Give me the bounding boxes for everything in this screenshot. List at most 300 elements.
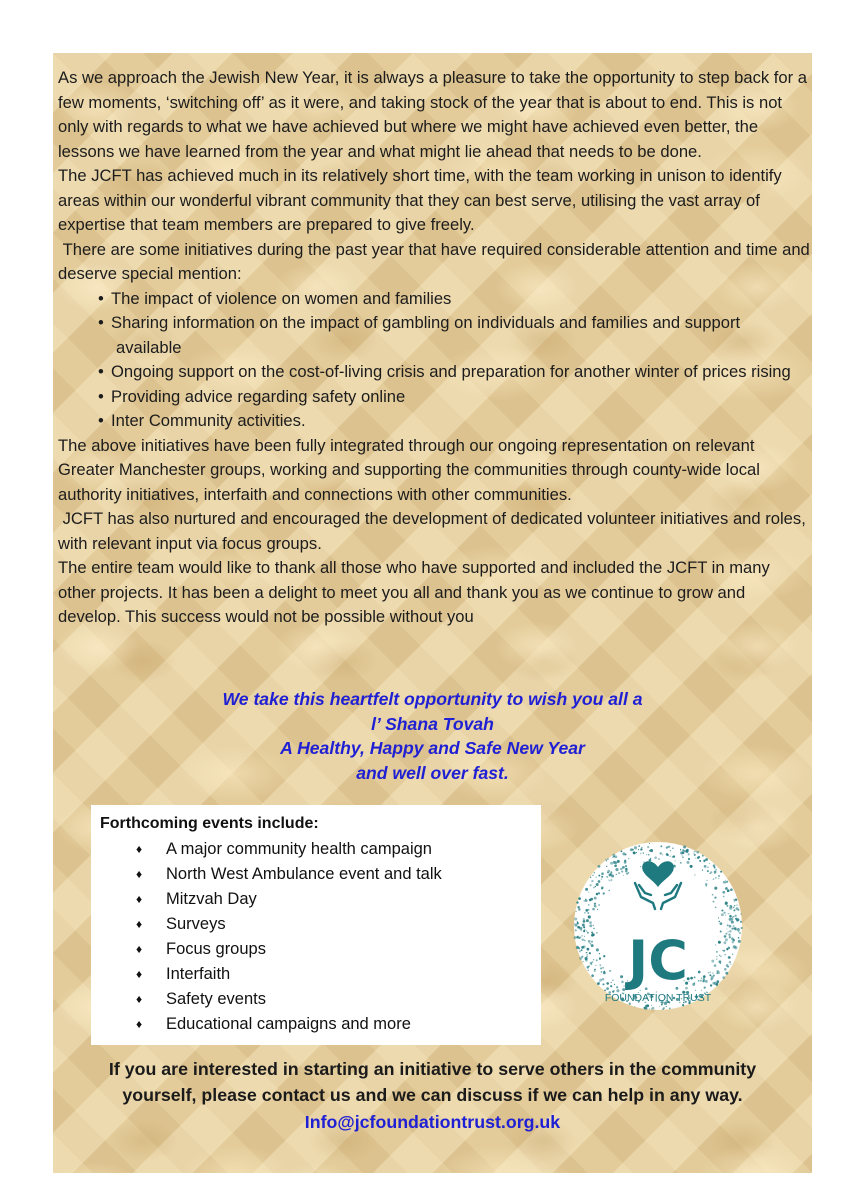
logo-speckle <box>600 967 602 969</box>
logo-speckle <box>650 849 653 852</box>
logo-speckle <box>729 913 730 914</box>
logo-speckle <box>740 913 742 915</box>
logo-speckle <box>648 854 650 856</box>
logo-speckle <box>579 957 582 960</box>
logo-speckle <box>587 948 590 951</box>
logo-speckle <box>577 922 579 924</box>
logo-speckle <box>584 912 585 913</box>
logo-speckle <box>733 907 735 909</box>
logo-speckle <box>581 946 584 949</box>
logo-speckle <box>713 901 715 903</box>
logo-speckle <box>709 863 710 864</box>
logo-speckle <box>723 896 725 898</box>
logo-speckle <box>593 959 594 960</box>
logo-speckle <box>610 862 613 865</box>
logo-speckle <box>641 847 643 849</box>
logo-speckle <box>594 872 595 873</box>
logo-speckle <box>681 851 684 854</box>
logo-speckle <box>716 958 717 959</box>
logo-speckle <box>728 913 729 914</box>
logo-speckle <box>725 887 728 890</box>
logo-speckle <box>640 853 642 855</box>
logo-speckle <box>729 905 732 908</box>
logo-speckle <box>672 847 673 848</box>
logo-speckle <box>589 952 591 954</box>
logo-speckle <box>716 980 719 983</box>
logo-speckle <box>583 918 585 920</box>
logo-speckle <box>722 950 723 951</box>
logo-speckle <box>581 935 582 936</box>
logo-speckle <box>598 880 601 883</box>
logo-speckle <box>651 1005 652 1006</box>
logo-speckle <box>711 960 714 963</box>
newsletter-page <box>53 53 812 1173</box>
greeting-line-3: A Healthy, Happy and Safe New Year <box>280 738 585 758</box>
logo-speckle <box>587 954 588 955</box>
logo-speckle <box>716 951 718 953</box>
logo-speckle <box>598 904 600 906</box>
logo-speckle <box>643 862 644 863</box>
logo-speckle <box>594 903 596 905</box>
logo-speckle <box>601 872 604 875</box>
logo-speckle <box>734 928 736 930</box>
logo-speckle <box>596 959 598 961</box>
logo-speckle <box>725 933 727 935</box>
logo-speckle <box>602 967 604 969</box>
logo-speckle <box>584 929 586 931</box>
intro-paragraph-1: As we approach the Jewish New Year, it is always a pleasure to take the opportunity to step back for a few moments, ‘switching off’ as it were, and taking stock of the year that is about to end. This is not only with regards to what we have achieved but where we might have achieved even better, the lessons we have learned from the year and what might lie ahead that needs to be done. <box>58 68 807 161</box>
logo-speckle <box>609 970 611 972</box>
event-item: ♦ A major community health campaign <box>136 837 442 862</box>
logo-speckle <box>712 982 715 985</box>
logo-speckle <box>732 953 733 954</box>
logo-speckle <box>596 877 597 878</box>
logo-speckle <box>626 873 628 875</box>
logo-speckle <box>584 936 585 937</box>
logo-speckle <box>625 870 628 873</box>
logo-speckle <box>591 961 593 963</box>
logo-speckle <box>703 978 706 981</box>
logo-speckle <box>630 848 633 851</box>
logo-speckle <box>660 845 662 847</box>
logo-speckle <box>720 931 722 933</box>
logo-speckle <box>603 955 605 957</box>
event-item: ♦ Safety events <box>136 987 442 1012</box>
logo-speckle <box>723 912 725 914</box>
diamond-bullet-icon: ♦ <box>136 1017 143 1031</box>
logo-speckle <box>644 1007 647 1010</box>
logo-speckle <box>666 853 669 856</box>
logo-speckle <box>724 968 727 971</box>
logo-speckle <box>662 854 663 855</box>
logo-speckle <box>717 971 720 974</box>
logo-speckle <box>587 912 589 914</box>
initiative-item: • Inter Community activities. <box>66 409 810 434</box>
logo-speckle <box>588 940 591 943</box>
logo-speckle <box>726 948 728 950</box>
logo-initials: JC <box>628 929 688 992</box>
logo-speckle <box>730 964 731 965</box>
logo-speckle <box>590 884 592 886</box>
logo-speckle <box>582 924 585 927</box>
logo-speckle <box>608 879 609 880</box>
logo-speckle <box>738 937 740 939</box>
logo-speckle <box>650 858 651 859</box>
logo-speckle <box>733 916 735 918</box>
logo-speckle <box>615 868 618 871</box>
logo-speckle <box>723 950 725 952</box>
logo-speckle <box>707 870 709 872</box>
diamond-bullet-icon: ♦ <box>136 967 143 981</box>
logo-speckle <box>586 931 587 932</box>
logo-speckle <box>581 949 583 951</box>
logo-speckle <box>589 924 592 927</box>
logo-speckle <box>628 858 629 859</box>
logo-speckle <box>578 897 581 900</box>
logo-speckle <box>588 904 589 905</box>
logo-speckle <box>620 975 623 978</box>
logo-speckle <box>715 906 717 908</box>
logo-speckle <box>590 877 591 878</box>
logo-speckle <box>729 930 732 933</box>
logo-speckle <box>736 919 739 922</box>
logo-speckle <box>611 982 612 983</box>
logo-speckle <box>726 905 728 907</box>
jc-foundation-trust-logo <box>571 821 745 1031</box>
logo-speckle <box>621 850 623 852</box>
logo-speckle <box>652 1007 655 1010</box>
logo-speckle <box>695 990 697 992</box>
logo-speckle <box>603 971 606 974</box>
logo-speckle <box>574 936 577 939</box>
logo-speckle <box>625 865 627 867</box>
event-item: ♦ Interfaith <box>136 962 442 987</box>
logo-speckle <box>625 853 627 855</box>
logo-speckle <box>686 849 689 852</box>
logo-speckle <box>729 915 732 918</box>
logo-speckle <box>598 865 601 868</box>
logo-speckle <box>710 971 711 972</box>
logo-speckle <box>576 901 578 903</box>
logo-speckle <box>688 858 690 860</box>
logo-speckle <box>606 982 609 985</box>
logo-speckle <box>686 861 689 864</box>
logo-speckle <box>683 846 686 849</box>
logo-speckle <box>614 861 617 864</box>
logo-speckle <box>726 929 727 930</box>
logo-speckle <box>596 883 599 886</box>
logo-speckle <box>654 856 657 859</box>
logo-speckle <box>660 852 662 854</box>
logo-speckle <box>589 921 592 924</box>
logo-speckle <box>718 875 720 877</box>
logo-speckle <box>621 981 624 984</box>
logo-speckle <box>688 981 689 982</box>
logo-speckle <box>714 964 717 967</box>
logo-speckle <box>695 858 696 859</box>
logo-speckle <box>717 983 719 985</box>
logo-speckle <box>735 915 737 917</box>
logo-speckle <box>698 971 701 974</box>
logo-speckle <box>617 860 619 862</box>
logo-speckle <box>576 911 577 912</box>
logo-speckle <box>640 848 642 850</box>
logo-speckle <box>649 843 650 844</box>
logo-speckle <box>574 923 575 924</box>
logo-speckle <box>578 927 580 929</box>
logo-speckle <box>702 869 703 870</box>
logo-speckle <box>702 855 704 857</box>
logo-speckle <box>610 873 613 876</box>
logo-speckle <box>649 1008 650 1009</box>
intro-paragraph-3: There are some initiatives during the past year that have required considerable attention and time and deserve special mention: <box>58 239 810 283</box>
logo-speckle <box>607 870 610 873</box>
logo-speckle <box>715 869 717 871</box>
logo-speckle <box>705 980 708 983</box>
logo-speckle <box>662 1008 664 1010</box>
paragraph-representation: The above initiatives have been fully integrated through our ongoing representation on relevant Greater Manchester groups, working and supporting the communities through county-wide local authority initiatives, interfaith and connections with other communities. <box>58 435 760 504</box>
logo-speckle <box>738 940 741 943</box>
logo-speckle <box>599 981 600 982</box>
logo-speckle <box>591 931 593 933</box>
diamond-bullet-icon: ♦ <box>136 892 143 906</box>
logo-speckle <box>727 924 729 926</box>
logo-speckle <box>719 921 721 923</box>
logo-speckle <box>733 909 735 911</box>
logo-speckle <box>719 960 722 963</box>
logo-speckle <box>606 866 607 867</box>
initiatives-list <box>58 287 810 434</box>
logo-speckle <box>603 983 605 985</box>
logo-speckle <box>585 909 588 912</box>
logo-speckle <box>574 917 577 920</box>
logo-speckle <box>723 881 726 884</box>
logo-speckle <box>701 978 702 979</box>
events-list <box>136 837 442 1037</box>
logo-speckle <box>618 872 620 874</box>
logo-speckle <box>738 931 739 932</box>
logo-speckle <box>729 957 731 959</box>
logo-speckle <box>727 889 730 892</box>
logo-speckle <box>726 964 729 967</box>
logo-speckle <box>601 971 603 973</box>
logo-speckle <box>591 934 594 937</box>
logo-speckle <box>587 921 588 922</box>
logo-speckle <box>647 846 649 848</box>
logo-speckle <box>587 966 590 969</box>
logo-speckle <box>733 925 735 927</box>
logo-speckle <box>706 885 708 887</box>
logo-speckle <box>585 888 588 891</box>
logo-speckle <box>690 977 693 980</box>
logo-speckle <box>591 944 594 947</box>
logo-speckle <box>597 982 600 985</box>
logo-speckle <box>591 974 594 977</box>
logo-speckle <box>614 984 615 985</box>
logo-speckle <box>727 931 728 932</box>
logo-speckle <box>586 952 587 953</box>
logo-speckle <box>593 928 595 930</box>
logo-speckle <box>590 943 592 945</box>
logo-speckle <box>721 913 724 916</box>
logo-speckle <box>729 934 730 935</box>
logo-speckle <box>584 939 586 941</box>
logo-speckle <box>633 852 636 855</box>
contact-line-1: If you are interested in starting an initiative to serve others in the community <box>108 1059 757 1079</box>
logo-speckle <box>638 849 639 850</box>
contact-message <box>53 1056 812 1108</box>
logo-speckle <box>601 879 602 880</box>
logo-speckle <box>666 1006 667 1007</box>
logo-speckle <box>704 987 706 989</box>
logo-speckle <box>720 922 723 925</box>
logo-speckle <box>721 909 723 911</box>
logo-speckle <box>729 925 732 928</box>
logo-speckle <box>706 880 707 881</box>
logo-speckle <box>605 859 606 860</box>
logo-speckle <box>731 928 733 930</box>
new-year-greeting <box>53 687 812 785</box>
paragraph-thanks: The entire team would like to thank all those who have supported and included the JCFT in many other projects. It has been a delight to meet you all and thank you as we continue to grow and develop. This success would not be possible without you <box>58 558 770 626</box>
logo-speckle <box>594 905 595 906</box>
logo-speckle <box>699 860 701 862</box>
logo-speckle <box>713 864 716 867</box>
logo-speckle <box>594 886 596 888</box>
logo-speckle <box>718 941 721 944</box>
logo-speckle <box>599 953 600 954</box>
logo-speckle <box>713 878 715 880</box>
logo-speckle <box>589 899 592 902</box>
logo-speckle <box>725 914 726 915</box>
logo-speckle <box>670 850 671 851</box>
logo-speckle <box>596 948 599 951</box>
logo-speckle <box>734 905 735 906</box>
logo-speckle <box>682 1004 684 1006</box>
logo-speckle <box>581 938 583 940</box>
intro-paragraph-2: The JCFT has achieved much in its relatively short time, with the team working in unison to identify areas within our wonderful vibrant community that they can best serve, utilising the vast array of expertise that team members are prepared to give freely. <box>58 166 782 234</box>
logo-speckle <box>595 965 596 966</box>
logo-speckle <box>741 927 743 929</box>
logo-speckle <box>623 985 624 986</box>
logo-speckle <box>672 856 673 857</box>
logo-speckle <box>598 875 600 877</box>
logo-speckle <box>739 932 741 934</box>
logo-speckle <box>703 975 706 978</box>
logo-speckle <box>723 941 726 944</box>
event-item: ♦ Surveys <box>136 912 442 937</box>
logo-speckle <box>682 855 683 856</box>
logo-speckle <box>712 894 714 896</box>
logo-speckle <box>596 932 597 933</box>
logo-speckle <box>669 856 670 857</box>
initiative-item: • The impact of violence on women and families <box>66 287 810 312</box>
logo-speckle <box>622 988 625 991</box>
logo-speckle <box>682 857 683 858</box>
logo-speckle <box>576 946 578 948</box>
logo-speckle <box>579 950 581 952</box>
greeting-line-2: l’ Shana Tovah <box>371 713 494 734</box>
logo-speckle <box>581 930 582 931</box>
logo-speckle <box>713 975 715 977</box>
logo-speckle <box>583 926 585 928</box>
logo-speckle <box>585 899 588 902</box>
logo-speckle <box>646 854 647 855</box>
initiative-item: • Ongoing support on the cost-of-living crisis and preparation for another winter of prices rising <box>66 360 810 385</box>
logo-speckle <box>613 854 616 857</box>
diamond-bullet-icon: ♦ <box>136 917 143 931</box>
logo-speckle <box>583 961 584 962</box>
logo-speckle <box>720 956 721 957</box>
diamond-bullet-icon: ♦ <box>136 842 143 856</box>
logo-speckle <box>583 900 585 902</box>
logo-speckle <box>722 891 725 894</box>
logo-speckle <box>586 956 587 957</box>
logo-speckle <box>588 892 589 893</box>
logo-speckle <box>658 858 660 860</box>
logo-speckle <box>649 859 652 862</box>
greeting-line-4: and well over fast. <box>356 762 509 783</box>
logo-speckle <box>722 976 725 979</box>
logo-speckle <box>715 877 717 879</box>
logo-speckle <box>610 985 612 987</box>
logo-speckle <box>725 972 728 975</box>
logo-speckle <box>579 936 581 938</box>
logo-speckle <box>667 846 669 848</box>
logo-speckle <box>701 990 702 991</box>
logo-speckle <box>729 936 731 938</box>
logo-speckle <box>659 1006 660 1007</box>
logo-speckle <box>680 862 682 864</box>
logo-speckle <box>594 970 596 972</box>
logo-speckle <box>599 964 601 966</box>
logo-speckle <box>707 866 709 868</box>
events-box <box>91 805 541 1045</box>
logo-speckle <box>638 845 640 847</box>
event-item: ♦ Focus groups <box>136 937 442 962</box>
logo-speckle <box>591 880 593 882</box>
logo-speckle <box>669 1008 671 1010</box>
logo-speckle <box>591 963 593 965</box>
logo-speckle <box>694 874 695 875</box>
logo-speckle <box>601 876 603 878</box>
event-item: ♦ North West Ambulance event and talk <box>136 862 442 887</box>
contact-email-link[interactable]: Info@jcfoundationtrust.org.uk <box>304 1112 561 1132</box>
logo-speckle <box>732 941 734 943</box>
logo-speckle <box>733 945 736 948</box>
logo-speckle <box>609 880 610 881</box>
logo-speckle <box>674 860 675 861</box>
logo-speckle <box>736 905 737 906</box>
logo-speckle <box>740 921 742 923</box>
logo-speckle <box>715 944 716 945</box>
logo-speckle <box>682 849 684 851</box>
logo-speckle <box>609 890 610 891</box>
logo-speckle <box>700 980 702 982</box>
logo-speckle <box>729 961 731 963</box>
logo-speckle <box>601 888 603 890</box>
body-text <box>58 66 810 630</box>
logo-speckle <box>731 920 734 923</box>
logo-speckle <box>724 935 727 938</box>
logo-speckle <box>616 986 618 988</box>
events-title: Forthcoming events include: <box>100 815 319 832</box>
logo-speckle <box>634 846 637 849</box>
logo-speckle <box>606 987 609 990</box>
initiative-item: • Providing advice regarding safety online <box>66 385 810 410</box>
initiative-item: • Sharing information on the impact of gambling on individuals and families and support available <box>66 311 810 360</box>
logo-speckle <box>694 851 695 852</box>
logo-speckle <box>695 851 696 852</box>
